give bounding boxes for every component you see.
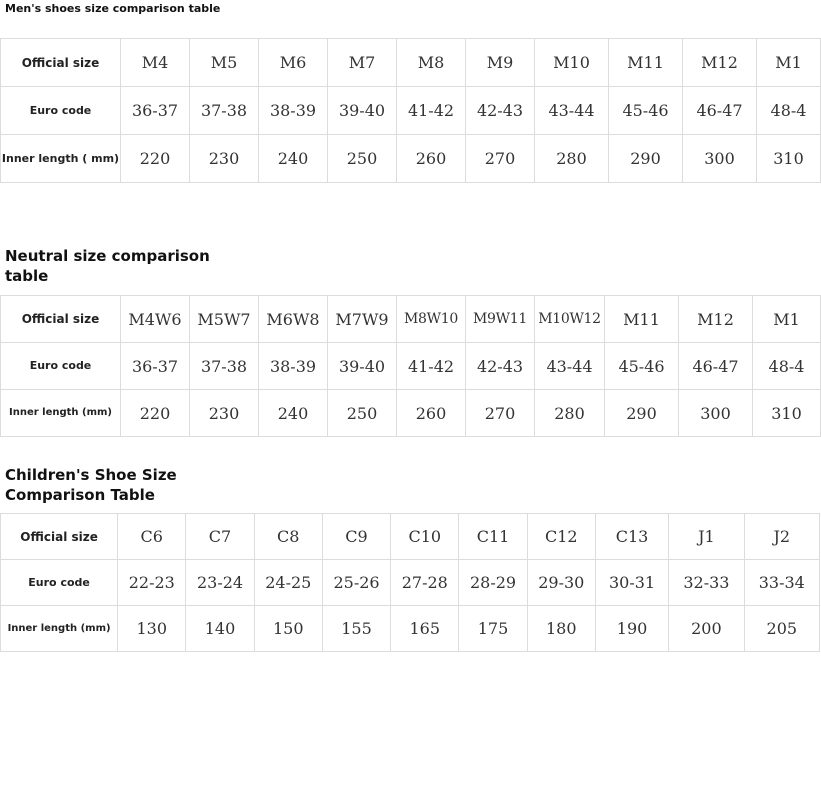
table-cell: 260 [397, 390, 466, 437]
neutral-table-title: Neutral size comparison table [5, 247, 210, 285]
table-cell: 280 [535, 390, 605, 437]
table-cell: 37-38 [190, 87, 259, 135]
table-cell: M11 [605, 296, 679, 343]
mens-table-title: Men's shoes size comparison table [5, 2, 221, 15]
table-cell: M1 [753, 296, 821, 343]
table-row [1, 87, 821, 135]
table-cell: 32-33 [669, 560, 744, 606]
children-table-title: Children's Shoe Size Comparison Table [5, 466, 177, 504]
row-header: Euro code [1, 560, 118, 606]
table-cell: C7 [186, 514, 254, 560]
table-cell: C8 [254, 514, 322, 560]
table-cell: 165 [391, 606, 459, 652]
table-cell: 30-31 [595, 560, 668, 606]
table-cell: 140 [186, 606, 254, 652]
table-cell: 130 [118, 606, 186, 652]
table-cell: 290 [605, 390, 679, 437]
table-cell: 33-34 [744, 560, 819, 606]
table-cell: 45-46 [605, 343, 679, 390]
table-row [1, 606, 820, 652]
table-cell: M8W10 [397, 296, 466, 343]
row-header: Official size [1, 514, 118, 560]
table-cell: M12 [683, 39, 757, 87]
table-cell: 300 [679, 390, 753, 437]
table-cell: 38-39 [259, 343, 328, 390]
table-cell: M4 [121, 39, 190, 87]
table-cell: M7 [328, 39, 397, 87]
table-cell: 43-44 [535, 343, 605, 390]
table-cell: M5 [190, 39, 259, 87]
table-row [1, 39, 821, 87]
table-cell: 260 [397, 135, 466, 183]
table-cell: 230 [190, 390, 259, 437]
table-cell: M10W12 [535, 296, 605, 343]
row-header: Official size [1, 39, 121, 87]
table-row [1, 343, 821, 390]
table-cell: 150 [254, 606, 322, 652]
table-cell: 48-4 [757, 87, 821, 135]
row-header: Official size [1, 296, 121, 343]
table-cell: 42-43 [466, 87, 535, 135]
table-cell: 270 [466, 135, 535, 183]
table-cell: M10 [535, 39, 609, 87]
table-cell: 240 [259, 390, 328, 437]
table-row [1, 390, 821, 437]
table-cell: 240 [259, 135, 328, 183]
table-cell: M5W7 [190, 296, 259, 343]
table-cell: 23-24 [186, 560, 254, 606]
table-cell: 42-43 [466, 343, 535, 390]
table-cell: M11 [609, 39, 683, 87]
table-row [1, 135, 821, 183]
table-cell: 310 [753, 390, 821, 437]
table-cell: 28-29 [459, 560, 527, 606]
row-header: Inner length (mm) [1, 390, 121, 437]
table-cell: 200 [669, 606, 744, 652]
table-cell: C13 [595, 514, 668, 560]
table-cell: M9W11 [466, 296, 535, 343]
table-cell: C12 [527, 514, 595, 560]
table-cell: 230 [190, 135, 259, 183]
table-cell: M6W8 [259, 296, 328, 343]
table-cell: M8 [397, 39, 466, 87]
table-cell: C11 [459, 514, 527, 560]
table-cell: 25-26 [322, 560, 390, 606]
table-cell: 29-30 [527, 560, 595, 606]
table-cell: 220 [121, 135, 190, 183]
table-cell: 39-40 [328, 343, 397, 390]
children-size-table [0, 513, 820, 652]
table-cell: 190 [595, 606, 668, 652]
table-cell: M4W6 [121, 296, 190, 343]
table-cell: 24-25 [254, 560, 322, 606]
row-header: Inner length ( mm) [1, 135, 121, 183]
table-cell: 280 [535, 135, 609, 183]
table-cell: 290 [609, 135, 683, 183]
table-cell: 46-47 [679, 343, 753, 390]
table-cell: 270 [466, 390, 535, 437]
table-cell: 175 [459, 606, 527, 652]
table-cell: J2 [744, 514, 819, 560]
table-cell: 41-42 [397, 87, 466, 135]
table-cell: 300 [683, 135, 757, 183]
table-cell: 205 [744, 606, 819, 652]
table-cell: 250 [328, 135, 397, 183]
table-cell: M7W9 [328, 296, 397, 343]
table-cell: J1 [669, 514, 744, 560]
table-cell: 37-38 [190, 343, 259, 390]
table-cell: 220 [121, 390, 190, 437]
mens-size-table [0, 38, 821, 183]
table-cell: M6 [259, 39, 328, 87]
table-row [1, 560, 820, 606]
table-cell: M12 [679, 296, 753, 343]
row-header: Euro code [1, 87, 121, 135]
table-cell: 41-42 [397, 343, 466, 390]
table-cell: 38-39 [259, 87, 328, 135]
table-cell: 250 [328, 390, 397, 437]
table-cell: 180 [527, 606, 595, 652]
table-cell: 46-47 [683, 87, 757, 135]
row-header: Euro code [1, 343, 121, 390]
table-cell: 36-37 [121, 87, 190, 135]
neutral-size-table [0, 295, 821, 437]
table-cell: C10 [391, 514, 459, 560]
table-cell: 39-40 [328, 87, 397, 135]
table-row [1, 296, 821, 343]
table-cell: 27-28 [391, 560, 459, 606]
table-cell: 36-37 [121, 343, 190, 390]
table-cell: 22-23 [118, 560, 186, 606]
table-cell: 43-44 [535, 87, 609, 135]
table-cell: C9 [322, 514, 390, 560]
table-cell: 48-4 [753, 343, 821, 390]
table-cell: 45-46 [609, 87, 683, 135]
table-cell: M9 [466, 39, 535, 87]
table-cell: 310 [757, 135, 821, 183]
table-row [1, 514, 820, 560]
table-cell: M1 [757, 39, 821, 87]
row-header: Inner length (mm) [1, 606, 118, 652]
table-cell: C6 [118, 514, 186, 560]
table-cell: 155 [322, 606, 390, 652]
